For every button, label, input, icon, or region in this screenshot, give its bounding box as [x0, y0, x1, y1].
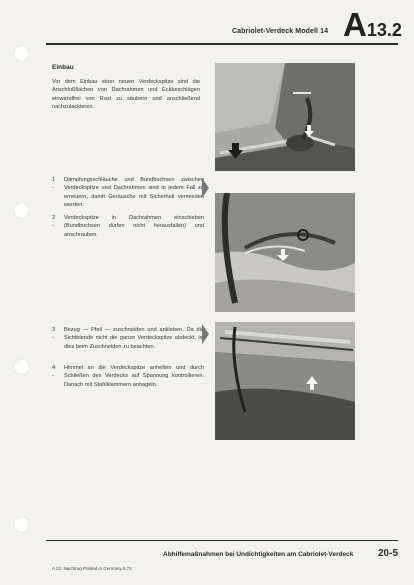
- step-text: Dämpfungsschläuche und Bundbuchsen zwischen Verdeckspitze und Dachrahmen sind in jedem Fall zu erneuern, damit Geräusche mit Sicherheit vermieden werden.: [64, 177, 204, 209]
- header-rule: [46, 43, 398, 45]
- page-number: 20-5: [378, 548, 399, 559]
- step-number: 2 -: [52, 215, 56, 230]
- photo-1: [215, 63, 355, 171]
- section-heading: Einbau: [52, 64, 74, 71]
- punch-hole: [13, 202, 30, 219]
- punch-hole: [13, 516, 30, 533]
- step-number: 1 -: [52, 177, 56, 192]
- step-number: 3 -: [52, 327, 56, 342]
- step-text: Bezug — Pfeil — zuschneiden und ankleben. Da die Sichtblende nicht die ganze Verdeckspitze abdeckt, ist dies beim Zuschneiden zu beachten.: [64, 327, 204, 350]
- punch-hole: [13, 358, 30, 375]
- step-text: Himmel an die Verdeckspitze anheften und durch Schließen des Verdecks auf Spannung kontrollieren. Danach mit Stahlklammern annageln.: [64, 365, 204, 388]
- step-text: Verdeckspitze in Dachrahmen einschieben (Bundbuchsen dürfen nicht herausfallen) und anschrauben.: [64, 215, 204, 238]
- header-title: Cabriolet-Verdeck Modell 14: [232, 28, 329, 35]
- section-code-number: 13.2: [366, 20, 402, 40]
- arrow-marker-icon: [202, 178, 209, 198]
- punch-hole: [13, 45, 30, 62]
- photo-3: [215, 322, 355, 440]
- step-number: 4 -: [52, 365, 56, 380]
- photo-2: [215, 193, 355, 312]
- arrow-marker-icon: [202, 324, 209, 344]
- intro-text: Vor dem Einbau einer neuen Verdeckspitze sind die Anschlußflächen von Dachrahmen und Eckbeschlägen einwandfrei von Rost zu säubern und anschließend nachzulackieren.: [52, 79, 200, 111]
- section-code: [343, 8, 402, 47]
- footer-title: Abhilfemaßnahmen bei Undichtigkeiten am Cabriolet-Verdeck: [163, 551, 354, 558]
- footer-rule: [46, 540, 398, 541]
- section-code-letter: A: [343, 6, 367, 43]
- footer-note: A 22. Nachtrag Printed in Germany 6.72: [52, 566, 132, 571]
